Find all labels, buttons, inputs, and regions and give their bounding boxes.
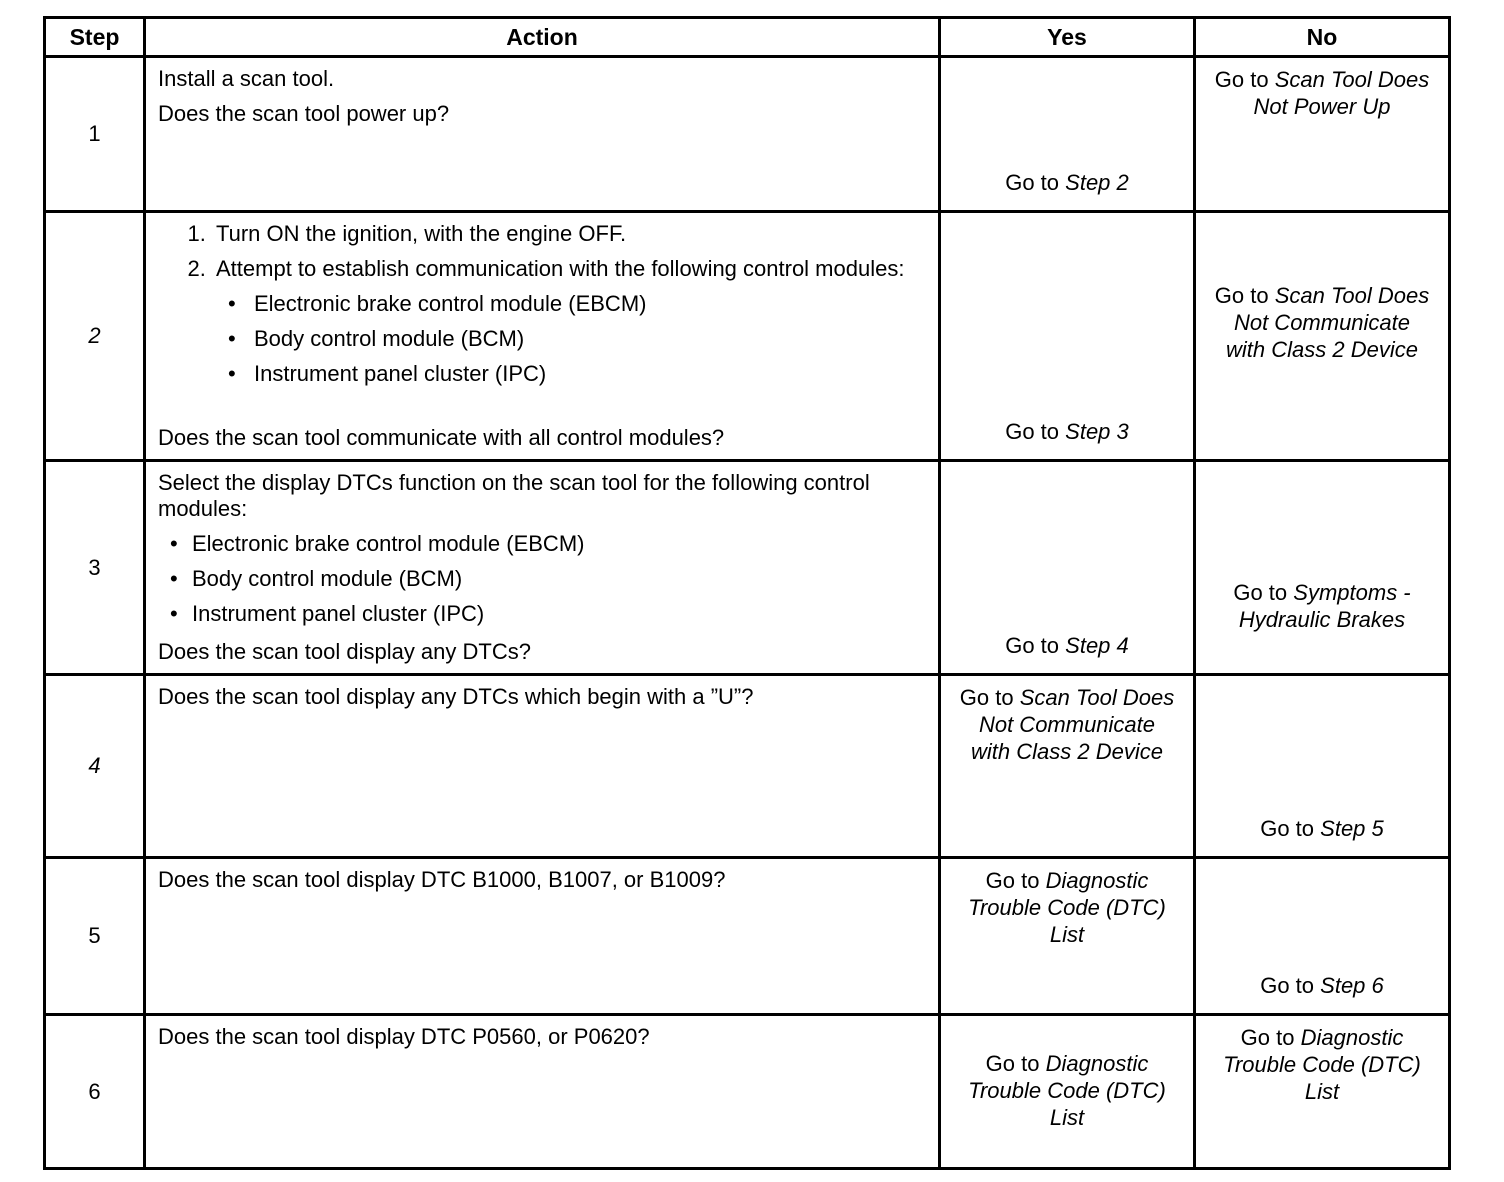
yes-result[interactable] bbox=[1005, 418, 1129, 445]
module-item: • Electronic brake control module (EBCM) bbox=[192, 531, 926, 557]
action-cell bbox=[145, 212, 940, 461]
goto-target: Step 5 bbox=[1320, 816, 1384, 841]
goto-target: Step 4 bbox=[1065, 633, 1129, 658]
goto-label: Go to bbox=[1005, 419, 1060, 444]
goto-target: Diagnostic Trouble Code (DTC) List bbox=[968, 1051, 1166, 1130]
goto-label: Go to bbox=[1240, 1025, 1295, 1050]
no-cell bbox=[1195, 212, 1450, 461]
yes-result[interactable] bbox=[1005, 169, 1129, 196]
module-item: • Electronic brake control module (EBCM) bbox=[250, 291, 926, 317]
no-cell bbox=[1195, 57, 1450, 212]
yes-result[interactable] bbox=[955, 867, 1180, 948]
goto-target: Symptoms - Hydraulic Brakes bbox=[1238, 580, 1411, 632]
yes-cell bbox=[940, 1015, 1195, 1169]
no-cell bbox=[1195, 858, 1450, 1015]
goto-target: Diagnostic Trouble Code (DTC) List bbox=[968, 868, 1166, 947]
no-result[interactable] bbox=[1212, 579, 1432, 633]
step-number: 4 bbox=[45, 675, 145, 858]
yes-result[interactable] bbox=[955, 1050, 1180, 1131]
goto-target: Step 2 bbox=[1065, 170, 1129, 195]
yes-result[interactable] bbox=[960, 684, 1175, 765]
goto-label: Go to bbox=[1005, 633, 1060, 658]
goto-target: Scan Tool Does Not Communicate with Class 2 Device bbox=[971, 685, 1175, 764]
no-cell bbox=[1195, 461, 1450, 675]
table-row bbox=[45, 858, 1450, 1015]
goto-label: Go to bbox=[1005, 170, 1060, 195]
yes-cell bbox=[940, 461, 1195, 675]
goto-label: Go to bbox=[1214, 282, 1269, 308]
no-result[interactable] bbox=[1215, 282, 1430, 363]
table-row bbox=[45, 57, 1450, 212]
action-step bbox=[212, 256, 926, 387]
goto-label: Go to bbox=[1233, 580, 1288, 605]
goto-target: Step 3 bbox=[1065, 419, 1129, 444]
action-cell bbox=[145, 461, 940, 675]
goto-label: Go to bbox=[985, 1051, 1040, 1076]
action-step: 1. Turn ON the ignition, with the engine OFF. bbox=[212, 221, 926, 247]
action-step-text: Attempt to establish communication with the following control modules: bbox=[216, 256, 905, 281]
yes-cell bbox=[940, 212, 1195, 461]
yes-cell bbox=[940, 57, 1195, 212]
action-question: Does the scan tool display any DTCs which begin with a ”U”? bbox=[158, 684, 754, 709]
action-question: Does the scan tool communicate with all control modules? bbox=[158, 425, 725, 450]
header-row bbox=[45, 18, 1450, 57]
table-row bbox=[45, 212, 1450, 461]
module-item: • Instrument panel cluster (IPC) bbox=[192, 601, 926, 627]
diagnostic-table bbox=[43, 16, 1451, 1170]
goto-label: Go to bbox=[985, 868, 1040, 893]
yes-cell bbox=[940, 858, 1195, 1015]
action-cell bbox=[145, 858, 940, 1015]
action-cell bbox=[145, 675, 940, 858]
goto-target: Diagnostic Trouble Code (DTC) List bbox=[1223, 1025, 1421, 1104]
action-question: Does the scan tool power up? bbox=[158, 101, 450, 126]
step-number: 6 bbox=[45, 1015, 145, 1169]
step-number: 2 bbox=[45, 212, 145, 461]
goto-label: Go to bbox=[959, 685, 1014, 710]
no-result[interactable] bbox=[1260, 815, 1384, 842]
step-number: 1 bbox=[45, 57, 145, 212]
goto-target: Scan Tool Does Not Power Up bbox=[1253, 67, 1430, 119]
action-text: Select the display DTCs function on the scan tool for the following control modules: bbox=[158, 470, 870, 521]
module-item: • Instrument panel cluster (IPC) bbox=[250, 361, 926, 387]
action-text: Install a scan tool. bbox=[158, 66, 335, 91]
header-step: Step bbox=[45, 18, 145, 57]
module-item: • Body control module (BCM) bbox=[192, 566, 926, 592]
action-cell bbox=[145, 1015, 940, 1169]
yes-result[interactable] bbox=[1005, 632, 1129, 659]
goto-label: Go to bbox=[1260, 973, 1315, 998]
header-yes: Yes bbox=[940, 18, 1195, 57]
action-question: Does the scan tool display DTC B1000, B1007, or B1009? bbox=[158, 867, 726, 892]
table-row bbox=[45, 675, 1450, 858]
no-cell bbox=[1195, 675, 1450, 858]
module-item: • Body control module (BCM) bbox=[250, 326, 926, 352]
table-row bbox=[45, 461, 1450, 675]
no-result[interactable] bbox=[1210, 1024, 1435, 1105]
no-cell bbox=[1195, 1015, 1450, 1169]
action-question: Does the scan tool display any DTCs? bbox=[158, 639, 531, 664]
header-action: Action bbox=[145, 18, 940, 57]
goto-label: Go to bbox=[1260, 816, 1315, 841]
module-list bbox=[216, 291, 926, 387]
step-number: 3 bbox=[45, 461, 145, 675]
yes-cell bbox=[940, 675, 1195, 858]
no-result[interactable] bbox=[1206, 66, 1438, 120]
goto-label: Go to bbox=[1214, 67, 1269, 92]
step-number: 5 bbox=[45, 858, 145, 1015]
table-row bbox=[45, 1015, 1450, 1169]
action-cell bbox=[145, 57, 940, 212]
goto-target: Scan Tool Does Not Communicate with Class 2 Device bbox=[1226, 282, 1430, 362]
no-result[interactable] bbox=[1260, 972, 1384, 999]
header-no: No bbox=[1195, 18, 1450, 57]
action-step-list bbox=[158, 221, 926, 387]
action-question: Does the scan tool display DTC P0560, or P0620? bbox=[158, 1024, 650, 1049]
goto-target: Step 6 bbox=[1320, 973, 1384, 998]
module-list bbox=[158, 531, 926, 627]
